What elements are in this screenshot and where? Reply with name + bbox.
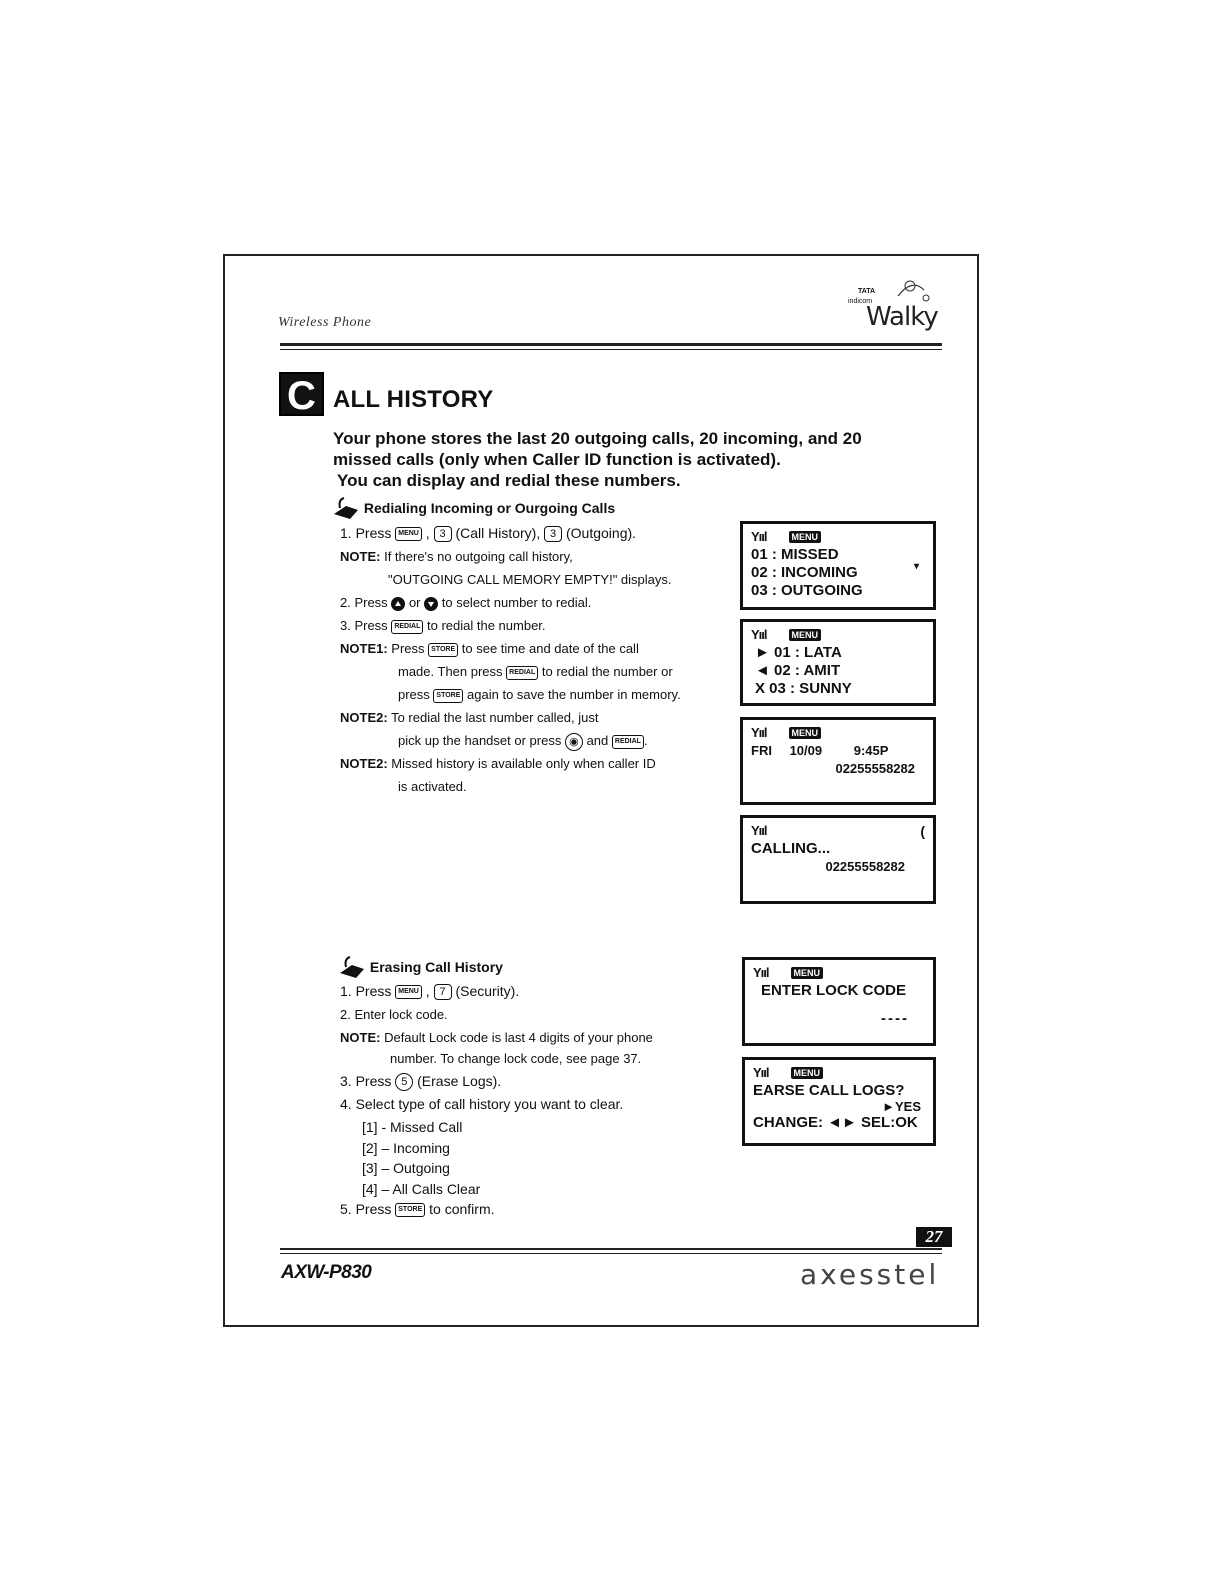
- screen-line: 03 : OUTGOING: [751, 582, 863, 599]
- model-name: AXW-P830: [281, 1262, 372, 1283]
- header-rule: [280, 343, 942, 346]
- note1-l2-pre: made. Then press: [398, 664, 503, 679]
- call-number: 02255558282: [835, 761, 915, 776]
- note1-label: NOTE1:: [340, 641, 388, 656]
- erase-step3-post: (Erase Logs).: [417, 1073, 502, 1089]
- step3-post: to redial the number.: [427, 618, 546, 633]
- section-title: ALL HISTORY: [333, 386, 494, 413]
- note1-l3-pre: press: [398, 687, 430, 702]
- note-label: NOTE:: [340, 549, 381, 564]
- logo-tata: TATA: [858, 288, 876, 295]
- phone-icon: [332, 496, 360, 520]
- key-3-icon: 3: [544, 526, 562, 542]
- signal-icon: Yııl: [751, 725, 767, 740]
- redial-heading: Redialing Incoming or Ourgoing Calls: [363, 500, 616, 516]
- option-item: [1] - Missed Call: [362, 1119, 463, 1135]
- note2b-line2: is activated.: [398, 779, 467, 794]
- note-line2: "OUTGOING CALL MEMORY EMPTY!" displays.: [388, 572, 672, 587]
- footer-rule: [280, 1248, 942, 1250]
- lock-prompt: ENTER LOCK CODE: [761, 982, 907, 999]
- erase-step2: 2. Enter lock code.: [340, 1007, 448, 1022]
- header-rule-thin: [280, 349, 942, 350]
- erase-step5-post: to confirm.: [429, 1201, 495, 1217]
- redial-key-icon: REDIAL: [506, 666, 538, 680]
- step3-pre: 3. Press: [340, 618, 388, 633]
- redial-key-icon: REDIAL: [391, 620, 423, 634]
- erase-note-label: NOTE:: [340, 1030, 381, 1045]
- logo-walky: Walky: [866, 302, 938, 332]
- key-5-icon: 5: [395, 1073, 413, 1091]
- note1-l2-post: to redial the number or: [541, 664, 673, 679]
- signal-icon: Yııl: [751, 529, 767, 544]
- note2b-label: NOTE2:: [340, 756, 388, 771]
- step2-or: or: [408, 595, 421, 610]
- key-3-icon: 3: [434, 526, 452, 542]
- store-key-icon: STORE: [433, 689, 463, 703]
- calling-number: 02255558282: [825, 859, 905, 874]
- note1-l1-post: to see time and date of the call: [461, 641, 639, 656]
- step2-post: to select number to redial.: [441, 595, 592, 610]
- option-item: [3] – Outgoing: [362, 1160, 450, 1176]
- header-title: Wireless Phone: [278, 315, 372, 330]
- intro-line-2: missed calls (only when Caller ID function is activated).: [333, 450, 781, 469]
- erase-step1-post: (Security).: [455, 983, 520, 999]
- redial-key-icon: REDIAL: [612, 735, 644, 749]
- menu-badge: MENU: [789, 629, 822, 641]
- screen-calling: [740, 815, 936, 904]
- step2-pre: 2. Press: [340, 595, 388, 610]
- note2b-line1: Missed history is available only when caller ID: [391, 756, 656, 771]
- option-item: [4] – All Calls Clear: [362, 1181, 481, 1197]
- footer-rule-thin: [280, 1253, 942, 1254]
- call-date: 10/09: [789, 743, 823, 758]
- screen-line: 01 : MISSED: [751, 546, 839, 563]
- step1-outgoing: (Outgoing).: [566, 525, 637, 541]
- screen-outgoing-list: [740, 619, 936, 706]
- menu-badge: MENU: [791, 967, 824, 979]
- phone-icon: [338, 955, 366, 979]
- page-number: 27: [916, 1227, 952, 1247]
- screen-line: ► 01 : LATA: [755, 644, 842, 661]
- screen-line: X 03 : SUNNY: [755, 680, 852, 697]
- walky-logo: [840, 276, 950, 338]
- lock-code-field: ----: [881, 1010, 909, 1027]
- step1-call-history: (Call History),: [455, 525, 541, 541]
- erase-step5-pre: 5. Press: [340, 1201, 392, 1217]
- section-letter: C: [279, 372, 324, 416]
- store-key-icon: STORE: [395, 1203, 425, 1217]
- erase-option: ►YES: [882, 1099, 921, 1114]
- signal-icon: Yııl: [751, 823, 767, 838]
- intro-line-3: You can display and redial these numbers.: [337, 471, 681, 490]
- store-key-icon: STORE: [428, 643, 458, 657]
- key-7-icon: 7: [434, 984, 452, 1000]
- speaker-key-icon: ◉: [565, 733, 583, 751]
- step1-text: 1. Press: [340, 525, 392, 541]
- erase-footer: CHANGE: ◄► SEL:OK: [753, 1114, 918, 1131]
- erase-step3-pre: 3. Press: [340, 1073, 392, 1089]
- screen-line: 02 : INCOMING: [751, 564, 858, 581]
- erase-step4: 4. Select type of call history you want to clear.: [340, 1096, 624, 1112]
- note2a-end: .: [643, 733, 648, 748]
- signal-icon: Yııl: [753, 965, 769, 980]
- screen-line: ◄ 02 : AMIT: [755, 662, 841, 679]
- menu-key-icon: MENU: [395, 985, 422, 999]
- erase-note-line1: Default Lock code is last 4 digits of your phone: [384, 1030, 653, 1045]
- note1-l1-pre: Press: [391, 641, 425, 656]
- screen-erase-logs: [742, 1057, 936, 1146]
- screen-lock-code: [742, 957, 936, 1046]
- erase-prompt: EARSE CALL LOGS?: [753, 1082, 905, 1099]
- note2a-and: and: [586, 733, 609, 748]
- menu-key-icon: MENU: [395, 527, 422, 541]
- brand-logo: axesstel: [800, 1258, 940, 1291]
- logo-indicom: indicom: [848, 298, 873, 305]
- signal-icon: Yııl: [751, 627, 767, 642]
- note-line1: If there's no outgoing call history,: [384, 549, 573, 564]
- erase-note-line2: number. To change lock code, see page 37.: [390, 1051, 642, 1066]
- screen-call-detail: [740, 717, 936, 805]
- menu-badge: MENU: [789, 531, 822, 543]
- erase-heading: Erasing Call History: [369, 959, 503, 975]
- menu-badge: MENU: [791, 1067, 824, 1079]
- erase-step1-pre: 1. Press: [340, 983, 392, 999]
- note2a-l2-pre: pick up the handset or press: [398, 733, 562, 748]
- nav-down-icon: [424, 597, 438, 611]
- scroll-down-icon: ▾: [913, 561, 919, 572]
- handset-icon: (: [920, 823, 925, 839]
- call-time: 9:45P: [853, 743, 889, 758]
- calling-status: CALLING...: [751, 840, 831, 857]
- note1-l3-post: again to save the number in memory.: [467, 687, 681, 702]
- menu-badge: MENU: [789, 727, 822, 739]
- nav-up-icon: [391, 597, 405, 611]
- signal-icon: Yııl: [753, 1065, 769, 1080]
- section-intro: [333, 428, 913, 491]
- note2a-line1: To redial the last number called, just: [391, 710, 599, 725]
- option-item: [2] – Incoming: [362, 1140, 450, 1156]
- screen-call-history-menu: [740, 521, 936, 610]
- note2a-label: NOTE2:: [340, 710, 388, 725]
- call-day: FRI: [751, 743, 772, 758]
- intro-line-1: Your phone stores the last 20 outgoing calls, 20 incoming, and 20: [333, 429, 862, 448]
